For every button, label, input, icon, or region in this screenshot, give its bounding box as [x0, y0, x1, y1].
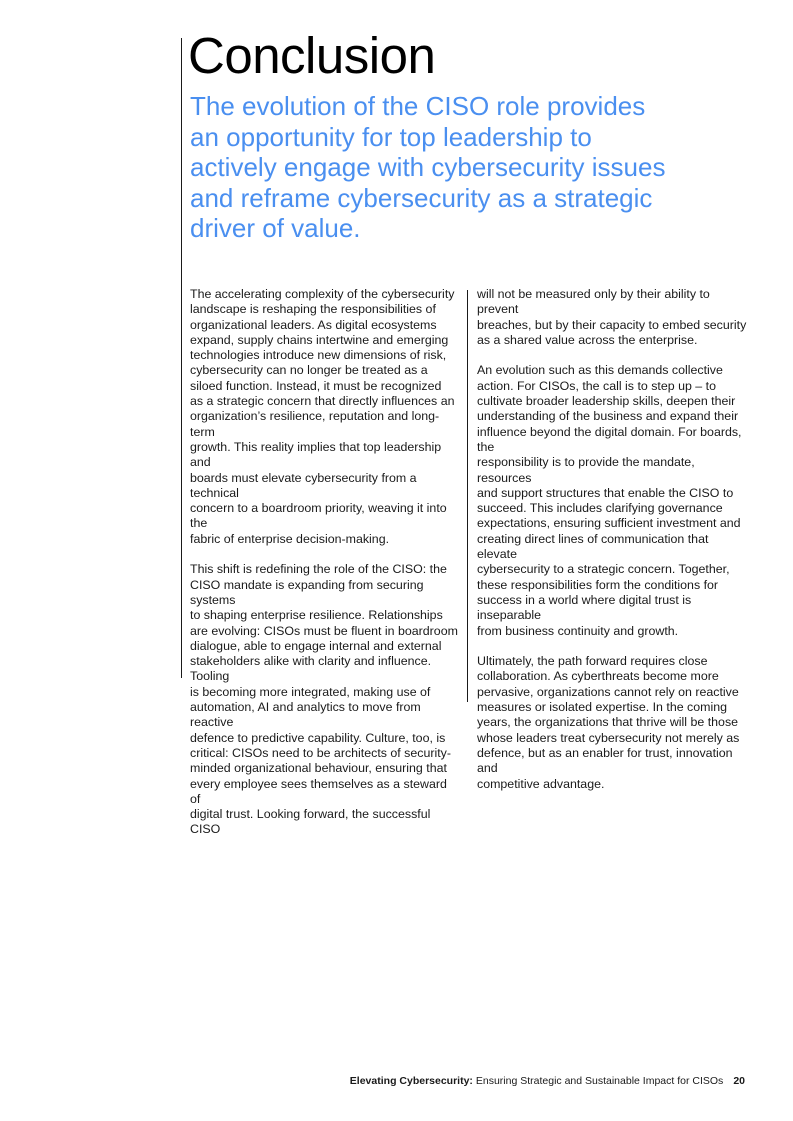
page-subtitle: The evolution of the CISO role provides an opportunity for top leadership to actively engage with cybersecurity issues and reframe cybersecurity as a strategic driver of value. — [190, 91, 666, 243]
body-paragraph: This shift is redefining the role of the CISO: the CISO mandate is expanding from securing systems to shaping enterprise resilience. Relationships are evolving: CISOs must be fluent in boardroom dialogue, able to engage internal and external stakeholders alike with clarity and influence. Tooling is becoming more integrated, making use of automation, AI and analytics to move from reactive defence to predictive capability. Culture, too, is critical: CISOs need to be architects of security- minded organizational behaviour, ensuring that every employee sees themselves as a steward of digital trust. Looking forward, the successful CISO — [190, 562, 458, 837]
footer-report-title: Elevating Cybersecurity: — [349, 1075, 473, 1087]
column-divider-rule — [467, 290, 468, 702]
body-paragraph: Ultimately, the path forward requires close collaboration. As cyberthreats become more pervasive, organizations cannot rely on reactive measures or isolated expertise. In the coming years, the organizations that thrive will be those whose leaders treat cybersecurity not merely as defence, but as an enabler for trust, innovation and competitive advantage. — [477, 654, 740, 791]
body-paragraph: The accelerating complexity of the cybersecurity landscape is reshaping the responsibilities of organizational leaders. As digital ecosystems expand, supply chains intertwine and emerging technologies introduce new dimensions of risk, cybersecurity can no longer be treated as a siloed function. Instead, it must be recognized as a strategic concern that directly influences an organization’s resilience, reputation and long-term growth. This reality implies that top leadership and boards must elevate cybersecurity from a technical concern to a boardroom priority, weaving it into the fabric of enterprise decision-making. — [190, 287, 455, 546]
body-column-left — [190, 287, 460, 853]
section-divider-rule — [181, 38, 182, 678]
page-footer — [350, 1075, 745, 1087]
body-paragraph: An evolution such as this demands collective action. For CISOs, the call is to step up – to cultivate broader leadership skills, deepen their understanding of the business and expand their influence beyond the digital domain. For boards, the responsibility is to provide the mandate, resources and support structures that enable the CISO to succeed. This includes clarifying governance expectations, ensuring sufficient investment and creating direct lines of communication that elevate cybersecurity to a strategic concern. Together, these responsibilities form the conditions for success in a world where digital trust is inseparable from business continuity and growth. — [477, 363, 742, 638]
body-column-right — [477, 287, 751, 807]
page-number: 20 — [733, 1075, 745, 1087]
body-paragraph: will not be measured only by their ability to prevent breaches, but by their capacity to embed security as a shared value across the enterprise. — [477, 287, 747, 347]
page-title: Conclusion — [188, 27, 436, 84]
footer-report-subtitle: Ensuring Strategic and Sustainable Impact for CISOs — [472, 1075, 724, 1087]
